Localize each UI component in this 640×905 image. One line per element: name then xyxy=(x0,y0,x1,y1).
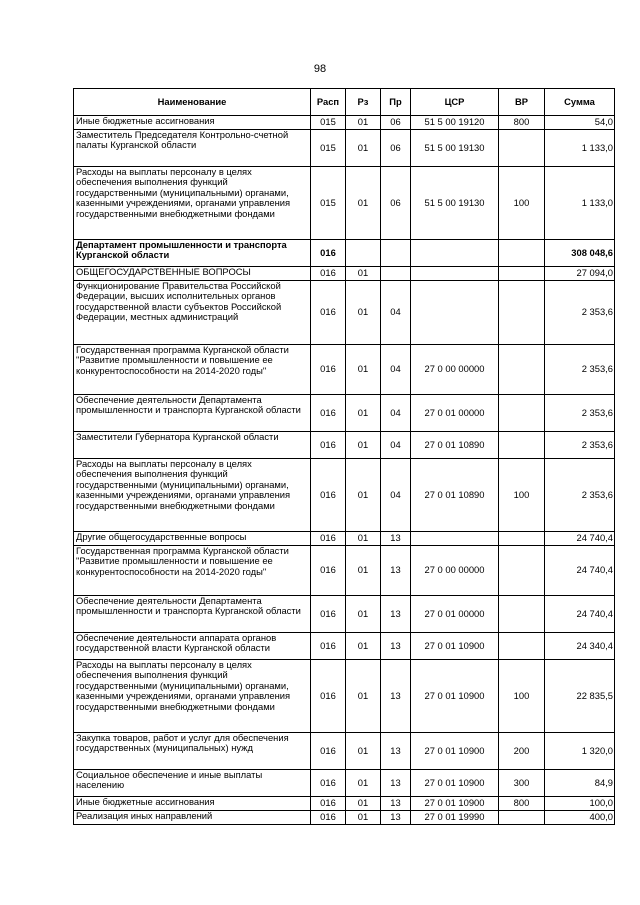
cell-sum: 84,9 xyxy=(545,770,615,797)
cell-csr: 27 0 01 19990 xyxy=(411,811,499,825)
cell-rz: 01 xyxy=(346,811,381,825)
cell-rasp: 015 xyxy=(311,167,346,240)
cell-sum: 27 094,0 xyxy=(545,267,615,281)
cell-name: Иные бюджетные ассигнования xyxy=(74,797,311,811)
cell-csr: 51 5 00 19120 xyxy=(411,116,499,130)
cell-rz: 01 xyxy=(346,770,381,797)
table-row xyxy=(74,240,615,267)
cell-pr: 06 xyxy=(381,167,411,240)
cell-rz: 01 xyxy=(346,281,381,345)
cell-rasp: 015 xyxy=(311,130,346,167)
table-row xyxy=(74,811,615,825)
cell-sum: 22 835,5 xyxy=(545,660,615,733)
cell-vr: 100 xyxy=(499,660,545,733)
cell-rz: 01 xyxy=(346,432,381,459)
cell-rasp: 015 xyxy=(311,116,346,130)
table-row xyxy=(74,267,615,281)
cell-vr xyxy=(499,267,545,281)
cell-pr: 04 xyxy=(381,459,411,532)
cell-rz: 01 xyxy=(346,395,381,432)
cell-rasp: 016 xyxy=(311,733,346,770)
cell-vr xyxy=(499,546,545,596)
cell-pr: 13 xyxy=(381,797,411,811)
header-sum: Сумма xyxy=(545,89,615,116)
cell-pr: 13 xyxy=(381,596,411,633)
cell-rasp: 016 xyxy=(311,797,346,811)
cell-pr: 13 xyxy=(381,770,411,797)
cell-pr: 13 xyxy=(381,811,411,825)
cell-vr: 800 xyxy=(499,797,545,811)
cell-rz: 01 xyxy=(346,546,381,596)
cell-rz: 01 xyxy=(346,660,381,733)
cell-pr: 06 xyxy=(381,130,411,167)
cell-vr xyxy=(499,532,545,546)
cell-rz: 01 xyxy=(346,633,381,660)
cell-csr: 27 0 01 10900 xyxy=(411,633,499,660)
cell-vr: 200 xyxy=(499,733,545,770)
cell-rasp: 016 xyxy=(311,459,346,532)
cell-name: ОБЩЕГОСУДАРСТВЕННЫЕ ВОПРОСЫ xyxy=(74,267,311,281)
table-row xyxy=(74,797,615,811)
cell-pr xyxy=(381,267,411,281)
cell-name: Обеспечение деятельности Департамента промышленности и транспорта Курганской области xyxy=(74,596,311,633)
table-row xyxy=(74,130,615,167)
cell-sum: 2 353,6 xyxy=(545,459,615,532)
cell-vr xyxy=(499,345,545,395)
cell-vr: 300 xyxy=(499,770,545,797)
cell-rz: 01 xyxy=(346,797,381,811)
cell-sum: 24 340,4 xyxy=(545,633,615,660)
table-row xyxy=(74,546,615,596)
cell-rz: 01 xyxy=(346,267,381,281)
header-rasp: Расп xyxy=(311,89,346,116)
cell-rasp: 016 xyxy=(311,532,346,546)
cell-name: Департамент промышленности и транспорта Курганской области xyxy=(74,240,311,267)
table-row xyxy=(74,770,615,797)
page-number: 98 xyxy=(313,63,327,75)
cell-sum: 2 353,6 xyxy=(545,345,615,395)
cell-rasp: 016 xyxy=(311,546,346,596)
cell-rasp: 016 xyxy=(311,345,346,395)
table-row xyxy=(74,596,615,633)
cell-vr xyxy=(499,633,545,660)
cell-rasp: 016 xyxy=(311,811,346,825)
cell-rasp: 016 xyxy=(311,240,346,267)
cell-rz: 01 xyxy=(346,345,381,395)
cell-rasp: 016 xyxy=(311,660,346,733)
budget-table xyxy=(73,88,615,825)
cell-sum: 54,0 xyxy=(545,116,615,130)
cell-sum: 1 133,0 xyxy=(545,130,615,167)
cell-name: Расходы на выплаты персоналу в целях обеспечения выполнения функций государственными (муниципальными) органами, казенными учреждениями, органами управления государственными внебюджетными фондами xyxy=(74,167,311,240)
cell-name: Расходы на выплаты персоналу в целях обеспечения выполнения функций государственными (муниципальными) органами, казенными учреждениями, органами управления государственными внебюджетными фондами xyxy=(74,660,311,733)
cell-vr xyxy=(499,395,545,432)
cell-csr: 27 0 01 10900 xyxy=(411,797,499,811)
cell-vr: 100 xyxy=(499,167,545,240)
table-row xyxy=(74,432,615,459)
table-row xyxy=(74,660,615,733)
cell-vr xyxy=(499,596,545,633)
cell-pr: 04 xyxy=(381,395,411,432)
header-rz: Рз xyxy=(346,89,381,116)
cell-vr: 100 xyxy=(499,459,545,532)
cell-rasp: 016 xyxy=(311,770,346,797)
cell-csr: 27 0 01 10900 xyxy=(411,660,499,733)
cell-pr: 04 xyxy=(381,345,411,395)
cell-rz: 01 xyxy=(346,459,381,532)
cell-sum: 2 353,6 xyxy=(545,281,615,345)
cell-vr xyxy=(499,240,545,267)
cell-rasp: 016 xyxy=(311,395,346,432)
cell-sum: 308 048,6 xyxy=(545,240,615,267)
cell-pr: 13 xyxy=(381,633,411,660)
cell-vr xyxy=(499,811,545,825)
cell-csr xyxy=(411,267,499,281)
cell-sum: 400,0 xyxy=(545,811,615,825)
cell-pr xyxy=(381,240,411,267)
header-pr: Пр xyxy=(381,89,411,116)
table-row xyxy=(74,116,615,130)
cell-sum: 24 740,4 xyxy=(545,532,615,546)
cell-pr: 13 xyxy=(381,733,411,770)
cell-pr: 04 xyxy=(381,432,411,459)
cell-name: Обеспечение деятельности аппарата органов государственной власти Курганской области xyxy=(74,633,311,660)
header-vr: ВР xyxy=(499,89,545,116)
cell-csr: 27 0 00 00000 xyxy=(411,546,499,596)
table-row xyxy=(74,167,615,240)
cell-name: Иные бюджетные ассигнования xyxy=(74,116,311,130)
cell-sum: 24 740,4 xyxy=(545,596,615,633)
cell-vr xyxy=(499,130,545,167)
header-csr: ЦСР xyxy=(411,89,499,116)
cell-csr: 51 5 00 19130 xyxy=(411,167,499,240)
cell-name: Государственная программа Курганской области "Развитие промышленности и повышение ее конкурентоспособности на 2014-2020 годы" xyxy=(74,546,311,596)
header-name: Наименование xyxy=(74,89,311,116)
cell-name: Заместитель Председателя Контрольно-счетной палаты Курганской области xyxy=(74,130,311,167)
cell-sum: 2 353,6 xyxy=(545,432,615,459)
cell-rasp: 016 xyxy=(311,596,346,633)
cell-name: Расходы на выплаты персоналу в целях обеспечения выполнения функций государственными (муниципальными) органами, казенными учреждениями, органами управления государственными внебюджетными фондами xyxy=(74,459,311,532)
cell-rz: 01 xyxy=(346,167,381,240)
cell-pr: 06 xyxy=(381,116,411,130)
cell-csr: 27 0 01 10890 xyxy=(411,459,499,532)
cell-csr: 27 0 01 10900 xyxy=(411,733,499,770)
cell-csr: 27 0 01 10900 xyxy=(411,770,499,797)
cell-rasp: 016 xyxy=(311,267,346,281)
cell-rz xyxy=(346,240,381,267)
table-row xyxy=(74,395,615,432)
table-row xyxy=(74,345,615,395)
cell-csr: 27 0 00 00000 xyxy=(411,345,499,395)
cell-rz: 01 xyxy=(346,532,381,546)
cell-csr: 27 0 01 10890 xyxy=(411,432,499,459)
cell-csr xyxy=(411,240,499,267)
cell-pr: 04 xyxy=(381,281,411,345)
cell-sum: 2 353,6 xyxy=(545,395,615,432)
table-header-row xyxy=(74,89,615,116)
cell-rasp: 016 xyxy=(311,432,346,459)
cell-sum: 1 320,0 xyxy=(545,733,615,770)
table-row xyxy=(74,532,615,546)
cell-vr: 800 xyxy=(499,116,545,130)
cell-name: Реализация иных направлений xyxy=(74,811,311,825)
cell-name: Государственная программа Курганской области "Развитие промышленности и повышение ее конкурентоспособности на 2014-2020 годы" xyxy=(74,345,311,395)
cell-rz: 01 xyxy=(346,130,381,167)
cell-pr: 13 xyxy=(381,532,411,546)
cell-name: Социальное обеспечение и иные выплаты населению xyxy=(74,770,311,797)
cell-vr xyxy=(499,281,545,345)
cell-name: Функционирование Правительства Российской Федерации, высших исполнительных органов государственной власти субъектов Российской Федерации, местных администраций xyxy=(74,281,311,345)
cell-sum: 1 133,0 xyxy=(545,167,615,240)
table-row xyxy=(74,459,615,532)
cell-pr: 13 xyxy=(381,660,411,733)
cell-csr xyxy=(411,281,499,345)
cell-name: Обеспечение деятельности Департамента промышленности и транспорта Курганской области xyxy=(74,395,311,432)
cell-name: Закупка товаров, работ и услуг для обеспечения государственных (муниципальных) нужд xyxy=(74,733,311,770)
cell-csr xyxy=(411,532,499,546)
cell-rasp: 016 xyxy=(311,633,346,660)
cell-rz: 01 xyxy=(346,116,381,130)
cell-sum: 24 740,4 xyxy=(545,546,615,596)
cell-csr: 51 5 00 19130 xyxy=(411,130,499,167)
cell-vr xyxy=(499,432,545,459)
cell-rz: 01 xyxy=(346,733,381,770)
cell-sum: 100,0 xyxy=(545,797,615,811)
table-row xyxy=(74,281,615,345)
table-row xyxy=(74,633,615,660)
cell-name: Другие общегосударственные вопросы xyxy=(74,532,311,546)
cell-rz: 01 xyxy=(346,596,381,633)
cell-name: Заместители Губернатора Курганской области xyxy=(74,432,311,459)
cell-csr: 27 0 01 00000 xyxy=(411,395,499,432)
cell-csr: 27 0 01 00000 xyxy=(411,596,499,633)
cell-rasp: 016 xyxy=(311,281,346,345)
table-row xyxy=(74,733,615,770)
cell-pr: 13 xyxy=(381,546,411,596)
